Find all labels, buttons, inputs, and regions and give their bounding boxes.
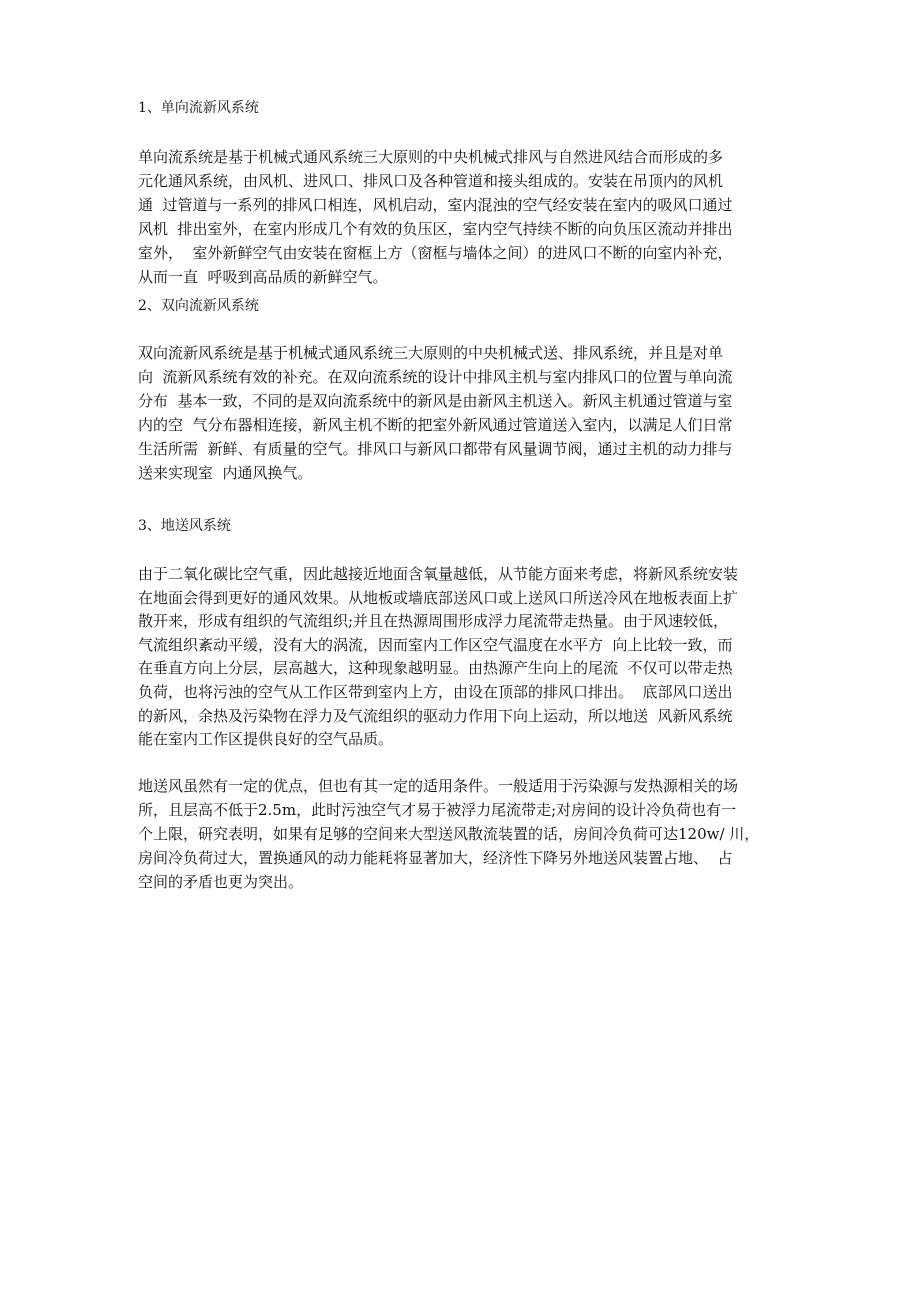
text-line: 双向流新风系统是基于机械式通风系统三大原则的中央机械式送、排风系统，并且是对单 <box>138 344 724 362</box>
text-line: 负荷，也将污浊的空气从工作区带到室内上方，由设在顶部的排风口排出。 底部风口送出 <box>138 682 733 701</box>
text-line: 生活所需 新鲜、有质量的空气。排风口与新风口都带有风量调节阀，通过主机的动力排与 <box>138 440 733 458</box>
text-line: 风机 排出室外，在室内形成几个有效的负压区，室内空气持续不断的向负压区流动并排出 <box>138 220 733 238</box>
text-line: 地送风虽然有一定的优点，但也有其一定的适用条件。一般适用于污染源与发热源相关的场 <box>138 777 739 795</box>
section-heading-2: 2、双向流新风系统 <box>138 298 259 314</box>
text-line: 个上限，研究表明，如果有足够的空间来大型送风散流装置的话，房间冷负荷可达120w/ 川， <box>138 825 760 843</box>
text-line: 室外， 室外新鲜空气由安装在窗框上方（窗框与墙体之间）的进风口不断的向室内补充， <box>138 244 733 262</box>
text-line: 单向流系统是基于机械式通风系统三大原则的中央机械式排风与自然进风结合而形成的多 <box>138 148 724 166</box>
section-heading-3: 3、地送风系统 <box>138 518 231 534</box>
section-2-paragraph-1 <box>138 341 798 485</box>
text-line: 的新风，余热及污染物在浮力及气流组织的驱动力作用下向上运动，所以地送 风新风系统 <box>138 706 733 725</box>
text-line: 内的空 气分布器相连接，新风主机不断的把室外新风通过管道送入室内，以满足人们日常 <box>138 416 733 434</box>
text-line: 气流组织紊动平缓，没有大的涡流，因而室内工作区空气温度在水平方 向上比较一致，而 <box>138 635 733 654</box>
text-line: 房间冷负荷过大，置换通风的动力能耗将显著加大，经济性下降另外地送风装置占地、 占 <box>138 849 733 867</box>
text-line: 分布 基本一致，不同的是双向流系统中的新风是由新风主机送入。新风主机通过管道与室 <box>138 392 733 410</box>
section-heading-1: 1、单向流新风系统 <box>138 100 259 116</box>
text-line: 由于二氧化碳比空气重，因此越接近地面含氧量越低，从节能方面来考虑，将新风系统安装 <box>138 565 739 583</box>
section-3-paragraph-2 <box>138 774 798 894</box>
text-line: 送来实现室 内通风换气。 <box>138 464 313 482</box>
section-3-paragraph-1 <box>138 563 798 752</box>
text-line: 在地面会得到更好的通风效果。从地板或墙底部送风口或上送风口所送冷风在地板表面上扩 <box>138 588 739 607</box>
text-line: 从而一直 呼吸到高品质的新鲜空气。 <box>138 268 388 286</box>
text-line: 所，且层高不低于2.5m，此时污浊空气才易于被浮力尾流带走;对房间的设计冷负荷也有一 <box>138 801 737 819</box>
text-line: 空间的矛盾也更为突出。 <box>138 873 304 891</box>
text-line: 能在室内工作区提供良好的空气品质。 <box>138 730 394 749</box>
text-line: 向 流新风系统有效的补充。在双向流系统的设计中排风主机与室内排风口的位置与单向流 <box>138 368 733 386</box>
section-1-paragraph-1 <box>138 145 798 289</box>
text-line: 通 过管道与一系列的排风口相连，风机启动，室内混浊的空气经安装在室内的吸风口通过 <box>138 196 733 214</box>
text-line: 在垂直方向上分层，层高越大，这种现象越明显。由热源产生向上的尾流 不仅可以带走热 <box>138 659 733 678</box>
text-line: 散开来，形成有组织的气流组织;并且在热源周围形成浮力尾流带走热量。由于风速较低， <box>138 612 729 631</box>
text-line: 元化通风系统，由风机、进风口、排风口及各种管道和接头组成的。安装在吊顶内的风机 <box>138 172 724 190</box>
